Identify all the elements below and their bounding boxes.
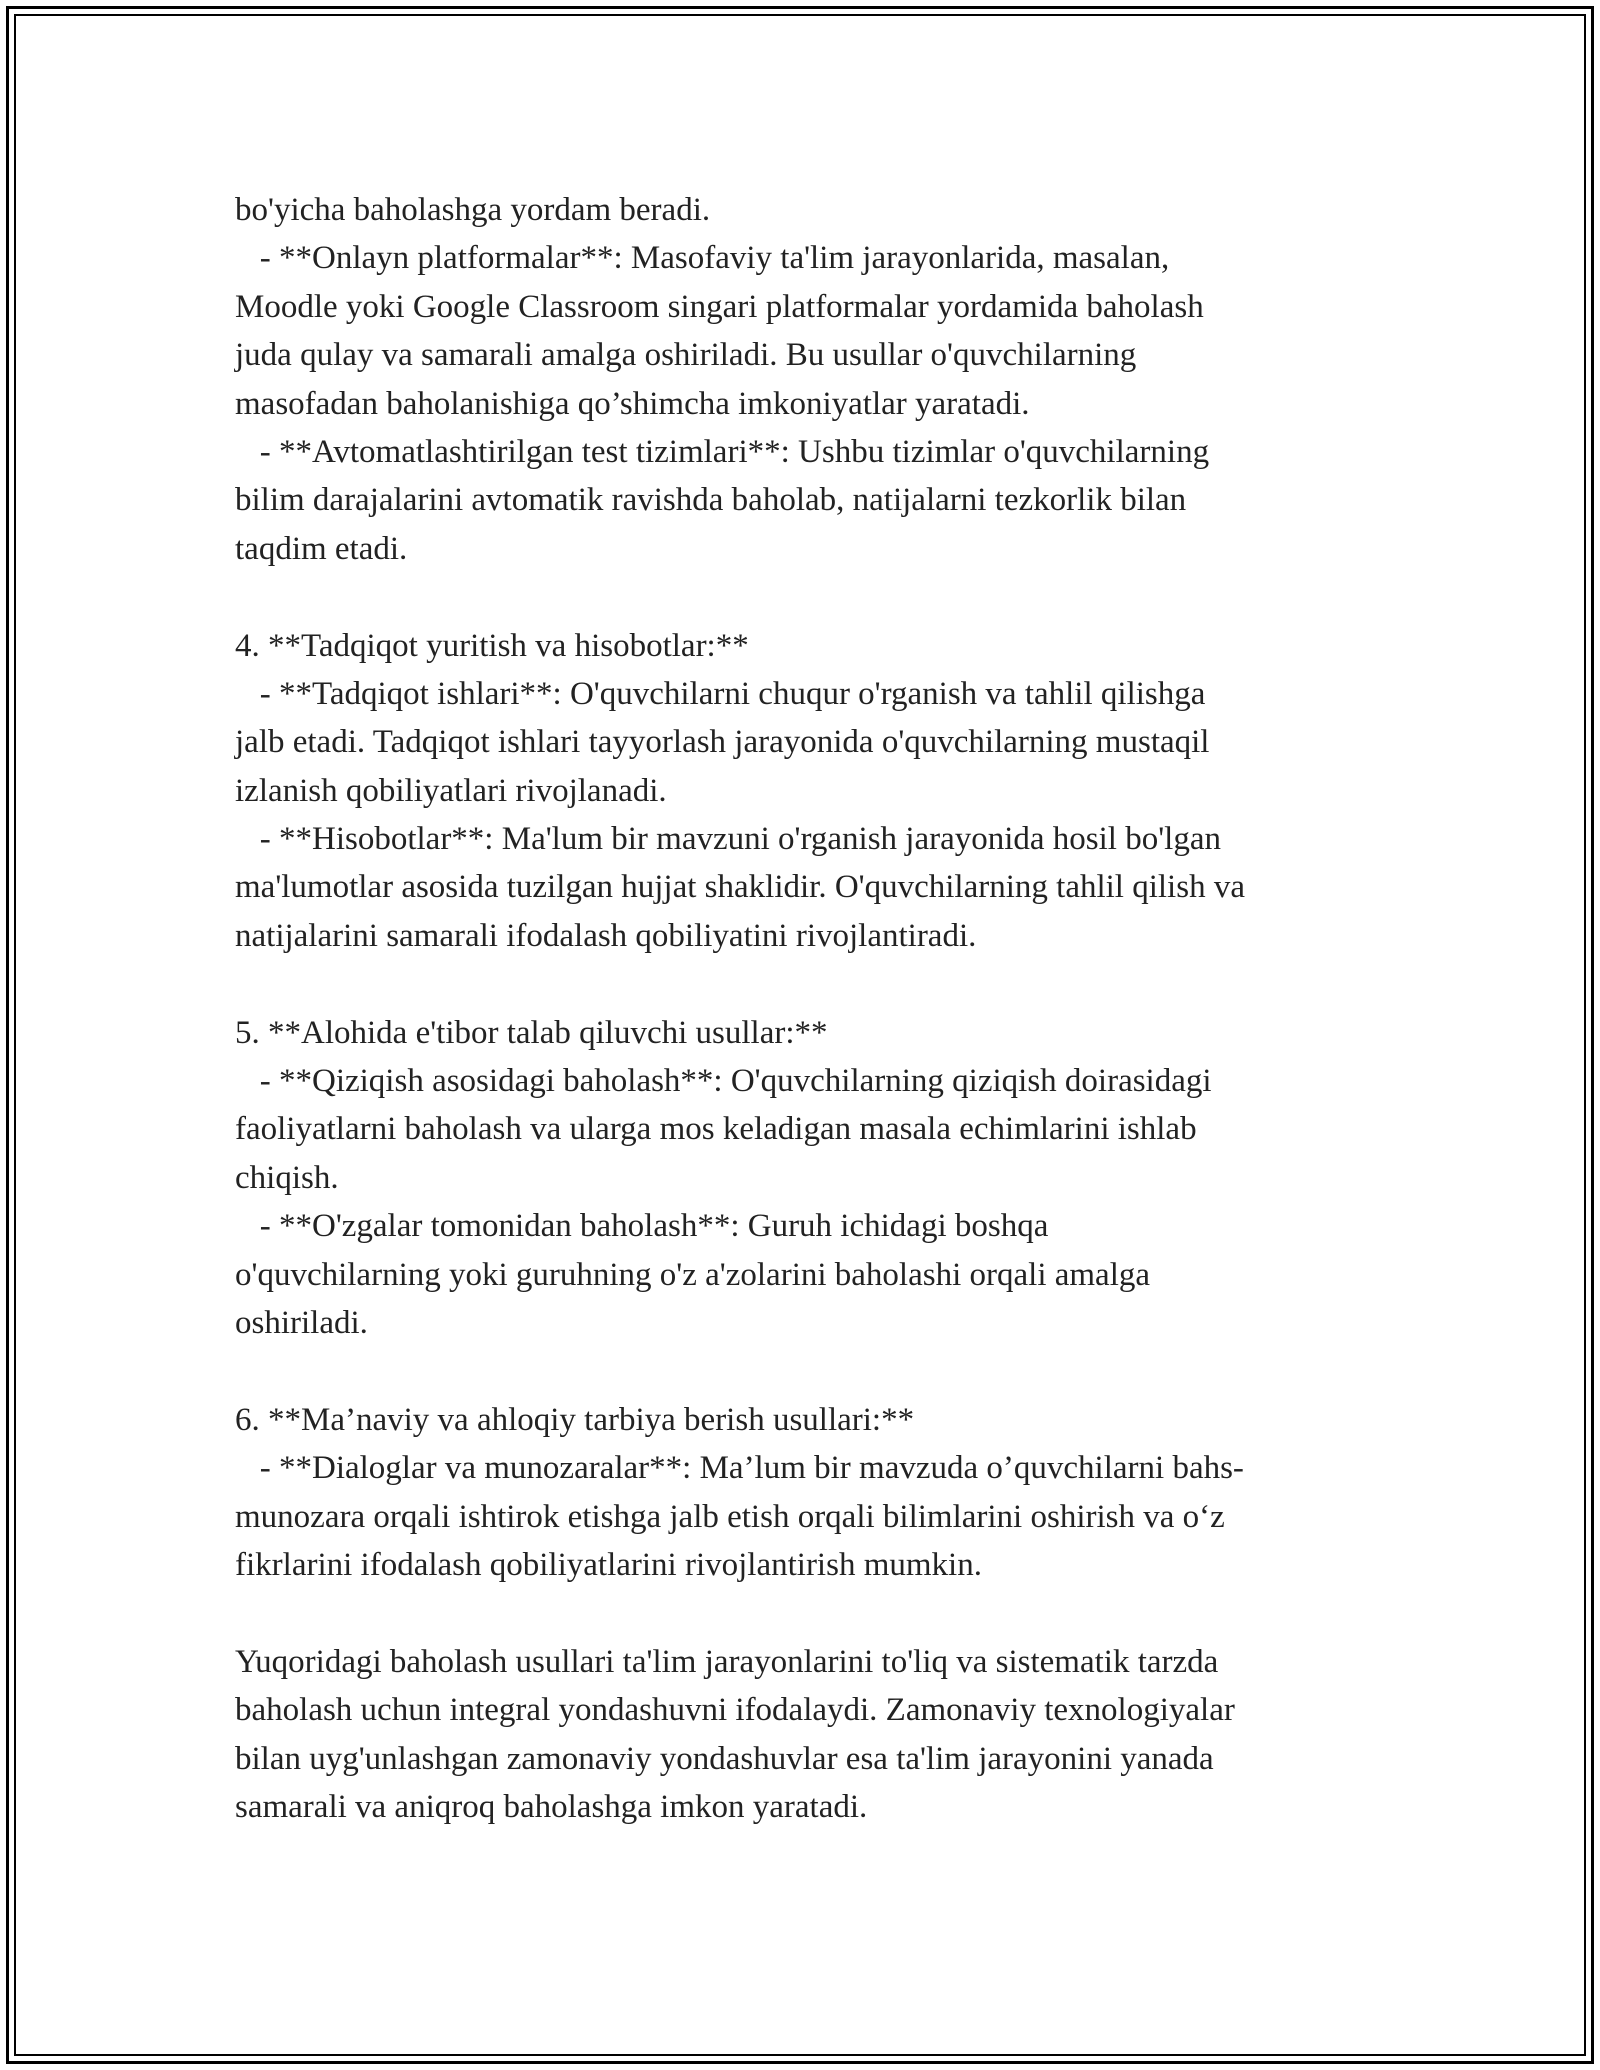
blank-line xyxy=(235,573,1435,621)
text-line: izlanish qobiliyatlari rivojlanadi. xyxy=(235,772,667,809)
text-line: 4. **Tadqiqot yuritish va hisobotlar:** xyxy=(235,627,749,664)
text-line: - **Onlayn platformalar**: Masofaviy ta'lim jarayonlarida, masalan, xyxy=(235,240,1170,277)
text-line: - **Dialoglar va munozaralar**: Ma’lum bir mavzuda o’quvchilarni bahs- xyxy=(235,1450,1244,1487)
text-line: - **Qiziqish asosidagi baholash**: O'quvchilarning qiziqish doirasidagi xyxy=(235,1063,1212,1100)
blank-line xyxy=(235,1347,1435,1395)
text-line: - **Hisobotlar**: Ma'lum bir mavzuni o'rganish jarayonida hosil bo'lgan xyxy=(235,821,1221,858)
text-line: bilan uyg'unlashgan zamonaviy yondashuvlar esa ta'lim jarayonini yanada xyxy=(235,1740,1214,1777)
text-line: - **O'zgalar tomonidan baholash**: Guruh ichidagi boshqa xyxy=(235,1208,1049,1245)
text-line: natijalarini samarali ifodalash qobiliyatini rivojlantiradi. xyxy=(235,917,977,954)
blank-line xyxy=(235,1589,1435,1637)
text-line: taqdim etadi. xyxy=(235,530,408,567)
text-line: jalb etadi. Tadqiqot ishlari tayyorlash jarayonida o'quvchilarning mustaqil xyxy=(235,724,1210,761)
text-line: samarali va aniqroq baholashga imkon yaratadi. xyxy=(235,1788,868,1825)
text-line: baholash uchun integral yondashuvni ifodalaydi. Zamonaviy texnologiyalar xyxy=(235,1692,1235,1729)
text-line: bilim darajalarini avtomatik ravishda baholab, natijalarni tezkorlik bilan xyxy=(235,482,1187,519)
blank-line xyxy=(235,960,1435,1008)
text-line: bo'yicha baholashga yordam beradi. xyxy=(235,192,711,228)
text-line: masofadan baholanishiga qo’shimcha imkoniyatlar yaratadi. xyxy=(235,385,1030,422)
text-line: 5. **Alohida e'tibor talab qiluvchi usullar:** xyxy=(235,1014,828,1051)
text-line: juda qulay va samarali amalga oshiriladi. Bu usullar o'quvchilarning xyxy=(235,337,1137,374)
text-line: o'quvchilarning yoki guruhning o'z a'zolarini baholashi orqali amalga xyxy=(235,1256,1151,1293)
text-line: fikrlarini ifodalash qobiliyatlarini rivojlantirish mumkin. xyxy=(235,1546,982,1583)
text-line: 6. **Ma’naviy va ahloqiy tarbiya berish usullari:** xyxy=(235,1401,915,1438)
text-line: ma'lumotlar asosida tuzilgan hujjat shaklidir. O'quvchilarning tahlil qilish va xyxy=(235,869,1245,906)
text-line: oshiriladi. xyxy=(235,1304,368,1341)
text-line: - **Tadqiqot ishlari**: O'quvchilarni chuqur o'rganish va tahlil qilishga xyxy=(235,675,1206,712)
text-line: Yuqoridagi baholash usullari ta'lim jarayonlarini to'liq va sistematik tarzda xyxy=(235,1643,1219,1680)
text-line: chiqish. xyxy=(235,1159,339,1196)
text-line: faoliyatlarni baholash va ularga mos keladigan masala echimlarini ishlab xyxy=(235,1111,1197,1148)
text-line: Moodle yoki Google Classroom singari platformalar yordamida baholash xyxy=(235,288,1204,325)
text-line: - **Avtomatlashtirilgan test tizimlari**: Ushbu tizimlar o'quvchilarning xyxy=(235,433,1210,470)
document-body xyxy=(235,186,1435,1831)
text-line: munozara orqali ishtirok etishga jalb etish orqali bilimlarini oshirish va o‘z xyxy=(235,1498,1225,1535)
